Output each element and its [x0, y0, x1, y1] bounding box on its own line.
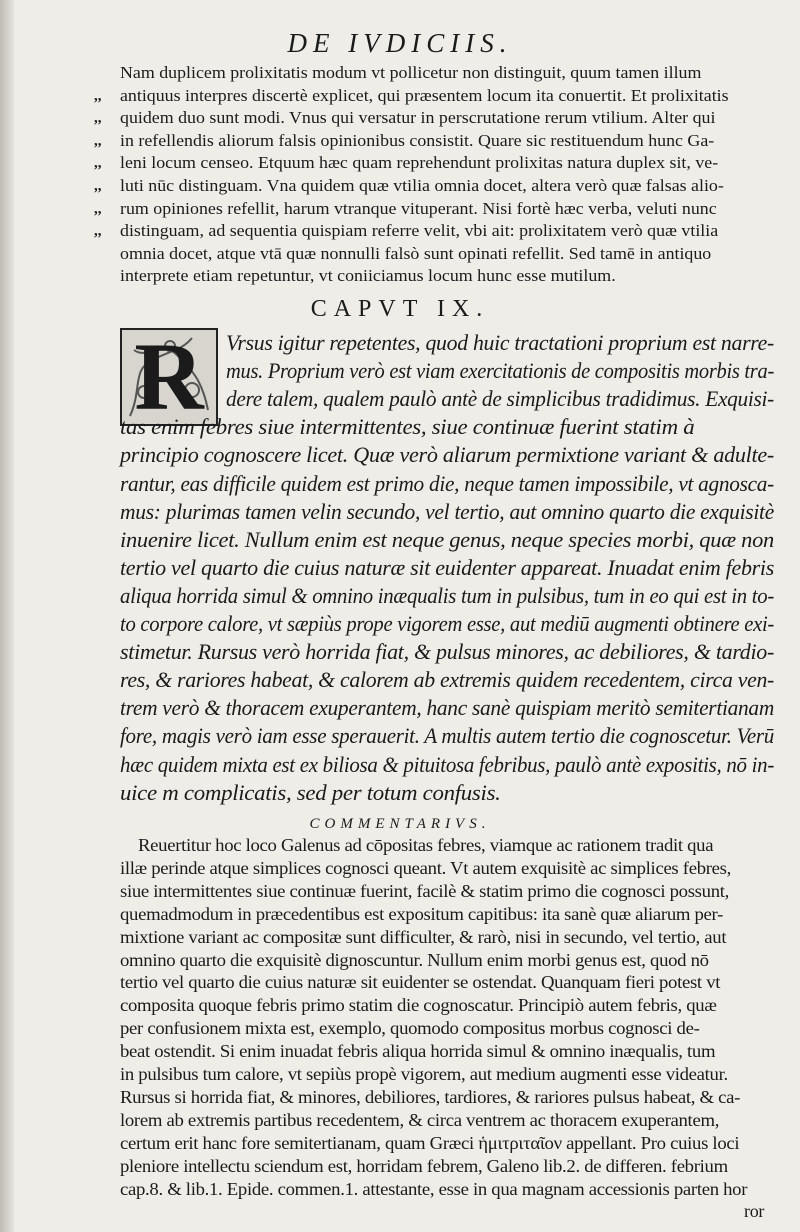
commentary-line: pleniore intellectu sciendum est, horridam febrem, Galeno lib.2. de differen. febrium [120, 1155, 728, 1176]
chapter-title: CAPVT IX. [310, 296, 490, 322]
text-line: inuenire licet. Nullum enim est neque genus, neque species morbi, quæ non [120, 526, 774, 552]
commentary-line: beat ostendit. Si enim inuadat febris aliqua horrida simul & omnino inæqualis, tum [120, 1041, 716, 1062]
text-line: mus. Proprium verò est viam exercitationis de compositis morbis tra- [226, 358, 774, 384]
commentary-line: quemadmodum in præcedentibus est expositum capitibus: ita sanè quæ aliarum per- [120, 903, 724, 924]
quote-mark: ,, [94, 178, 102, 194]
text-line: trem verò & thoracem exuperantem, hanc sanè quispiam meritò semitertianam [120, 695, 774, 721]
commentary-line: tertio vel quarto die cuius naturæ sit euidenter se ostendat. Quanquam fieri potest vt [120, 972, 721, 993]
commentary-line: omnino quarto die exquisitè dignoscuntur. Nullum enim morbi genus est, quod nō [120, 949, 709, 970]
dropcap-letter: R [134, 323, 204, 430]
quote-mark: ,, [94, 200, 102, 217]
quote-mark: ,, [94, 87, 102, 104]
text-line: stimetur. Rursus verò horrida fiat, & pulsus minores, ac debiliores, & tardio- [120, 639, 774, 665]
quote-mark: ,, [94, 132, 102, 149]
quote-mark: ,, [94, 110, 102, 127]
text-line: aliqua horrida simul & omnino inæqualis tum in pulsibus, tum in eo qui est in to- [120, 582, 774, 608]
text-line: res, & rariores habeat, & calorem ab extremis quidem recedentem, circa ven- [120, 667, 774, 693]
commentary-line: ror [744, 1201, 765, 1222]
intro-line: distinguam, ad sequentia quispiam referre velit, vbi ait: prolixitatem verò quæ vtilia [120, 221, 719, 241]
intro-line: interprete etiam repetuntur, vt coniiciamus locum hunc esse mutilum. [120, 266, 616, 286]
intro-line: leni locum censeo. Etquum hæc quam reprehendunt prolixitas natura duplex sit, ve- [120, 153, 719, 173]
text-line: principio cognoscere licet. Quæ verò aliarum permixtione variant & adulte- [120, 442, 774, 468]
intro-line: omnia docet, atque vtā quæ nonnulli falsò sunt opinati refellit. Sed tamē in antiquo [120, 243, 712, 263]
commentary-line: composita quoque febris primo statim die cognoscatur. Principiò autem febris, quæ [120, 995, 717, 1016]
commentary-line: per confusionem mixta est, exemplo, quomodo compositus morbus cognosci de- [120, 1018, 700, 1039]
text-line: uice m complicatis, sed per totum confusis. [120, 779, 501, 805]
commentary-line: illæ perinde atque simplices cognosci queant. Vt autem exquisitè ac simplices febres, [120, 857, 732, 878]
commentary-line: Rursus si horrida fiat, & minores, debiliores, tardiores, & rariores pulsus habeat, & ca- [120, 1086, 741, 1107]
text-line: fore, magis verò iam esse sperauerit. A multis autem tertio die cognoscetur. Verū [120, 723, 774, 749]
intro-line: Nam duplicem prolixitatis modum vt pollicetur non distinguit, quum tamen illum [120, 63, 702, 82]
quote-mark: ,, [94, 223, 102, 240]
quote-mark: ,, [94, 155, 102, 172]
text-line: to corpore calore, vt sæpiùs prope vigorem esse, aut mediū augmenti obtinere exi- [120, 611, 774, 636]
text-line: tas enim febres siue intermittentes, siue continuæ fuerint statim à [120, 414, 695, 440]
text-line: mus: plurimas tamen velin secundo, vel tertio, aut omnino quarto die exquisitè [120, 498, 774, 524]
text-line: tertio vel quarto die cuius naturæ sit euidenter appareat. Inuadat enim febris [120, 554, 774, 580]
decorated-initial [120, 323, 218, 430]
text-line: Vrsus igitur repetentes, quod huic tractationi proprium est narre- [226, 330, 774, 355]
commentary-line: mixtione variant ac compositæ sunt difficulter, & rarò, nisi in secundo, vel tertio, aut [120, 926, 727, 947]
text-line: hæc quidem mixta est ex biliosa & pituitosa febribus, paulò antè expositis, nō in- [120, 751, 774, 777]
page-gutter [0, 0, 14, 1232]
page-header: DE IVDICIIS. [287, 28, 513, 58]
intro-line: rum opiniones refellit, harum vtranque vituperant. Nisi fortè hæc verba, veluti nunc [120, 198, 717, 218]
intro-line: luti nūc distinguam. Vna quidem quæ vtilia omnia docet, altera verò quæ falsas alio- [120, 176, 724, 195]
text-line: rantur, eas difficile quidem est primo die, neque tamen impossibile, vt agnosca- [120, 470, 774, 496]
commentarius-heading: COMMENTARIVS. [309, 816, 491, 832]
text-line: dere talem, qualem paulò antè de simplicibus tradidimus. Exquisi- [226, 386, 774, 412]
intro-line: in refellendis aliorum falsis opinionibus consistit. Quare sic restituendum hunc Ga- [120, 130, 715, 150]
commentary-line: Reuertitur hoc loco Galenus ad cōpositas febres, viamque ac rationem tradit qua [138, 835, 714, 855]
commentary-line: certum erit hanc fore semitertianam, quam Græci ἡμιτριταῖον appellant. Pro cuius loci [120, 1132, 740, 1153]
intro-line: antiquus interpres discertè explicet, qui præsentem locum ita conuertit. Et prolixitatis [120, 85, 729, 105]
commentary-line: lorem ab extremis partibus recedentem, & circa ventrem ac thoracem exuperantem, [120, 1109, 720, 1130]
commentary-line: cap.8. & lib.1. Epide. commen.1. attestante, esse in qua magnam accessionis parten hor [120, 1178, 748, 1199]
commentary-line: siue intermittentes siue continuæ fuerint, facilè & statim primo die cognosci possunt, [120, 880, 730, 901]
intro-line: quidem duo sunt modi. Vnus qui versatur in perscrutatione rerum vtilium. Alter qui [120, 108, 716, 128]
commentary-line: in pulsibus tum calore, vt sepiùs propè vigorem, aut medium augmenti esse videatur. [120, 1064, 728, 1084]
